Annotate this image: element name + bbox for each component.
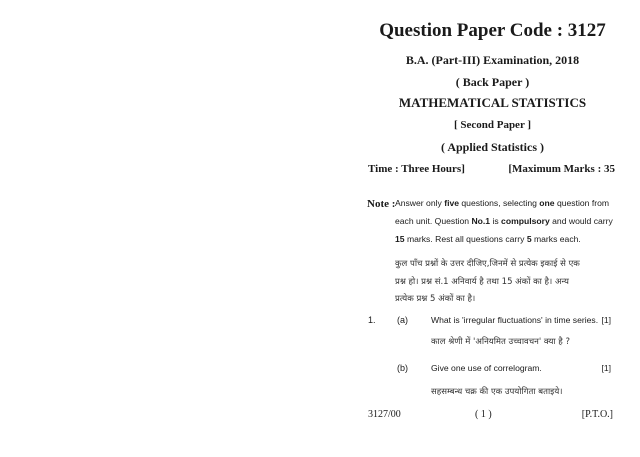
footer-page-number: ( 1 ) (475, 409, 492, 420)
note-text: question from (554, 198, 610, 208)
note-text: questions, selecting (459, 198, 540, 208)
footer-pto: [P.T.O.] (581, 409, 613, 420)
note-emphasis: 15 (395, 234, 405, 244)
part-label-b: (b) (397, 363, 408, 373)
note-hindi-line-1: कुल पाँच प्रश्नों के उत्तर दीजिए,जिनमें से प्रत्येक इकाई से एक (395, 259, 580, 269)
note-emphasis: one (539, 198, 555, 208)
note-emphasis: 5 (526, 234, 532, 244)
time-label: Time : Three Hours] (368, 163, 465, 175)
question-1a-marks: [1] (601, 315, 611, 325)
footer-code: 3127/00 (368, 409, 401, 420)
note-hindi-line-2: प्रश्न हो। प्रश्न सं.1 अनिवार्य है तथा 15 अंकों का है। अन्य (395, 277, 569, 287)
question-number: 1. (368, 315, 376, 325)
max-marks-label: [Maximum Marks : 35 (508, 163, 615, 175)
subject-title: MATHEMATICAL STATISTICS (398, 95, 587, 110)
note-emphasis: five (444, 198, 460, 208)
back-paper-label: ( Back Paper ) (455, 75, 530, 89)
question-1b-marks: [1] (601, 363, 611, 373)
note-emphasis: compulsory (501, 216, 550, 226)
note-text: and would carry (549, 216, 613, 226)
question-1a-text: What is 'irregular fluctuations' in time series. (431, 315, 599, 325)
question-1b-text: Give one use of correlogram. (431, 363, 542, 373)
paper-code-title: Question Paper Code : 3127 (379, 20, 606, 41)
note-emphasis: No.1 (471, 216, 491, 226)
paper-label: [ Second Paper ] (453, 119, 532, 131)
note-text: marks each. (531, 234, 581, 244)
note-text: each unit. Question (395, 216, 472, 226)
note-line-1 (395, 198, 609, 208)
note-text: is (490, 216, 502, 226)
part-label-a: (a) (397, 315, 408, 325)
topic-label: ( Applied Statistics ) (440, 140, 544, 154)
question-1a-hindi: काल श्रेणी में 'अनियमित उच्चावचन' क्या है ? (431, 337, 571, 347)
exam-title: B.A. (Part-III) Examination, 2018 (405, 53, 580, 67)
question-1b-hindi: सहसम्बन्ध चक्र की एक उपयोगिता बताइये। (431, 387, 563, 397)
note-text: Answer only (395, 198, 445, 208)
note-line-3 (395, 234, 581, 244)
note-line-2 (395, 216, 613, 226)
question-paper-page (360, 0, 625, 457)
note-label: Note : (367, 198, 396, 210)
note-text: marks. Rest all questions carry (404, 234, 527, 244)
note-hindi-line-3: प्रत्येक प्रश्न 5 अंकों का है। (395, 294, 476, 304)
